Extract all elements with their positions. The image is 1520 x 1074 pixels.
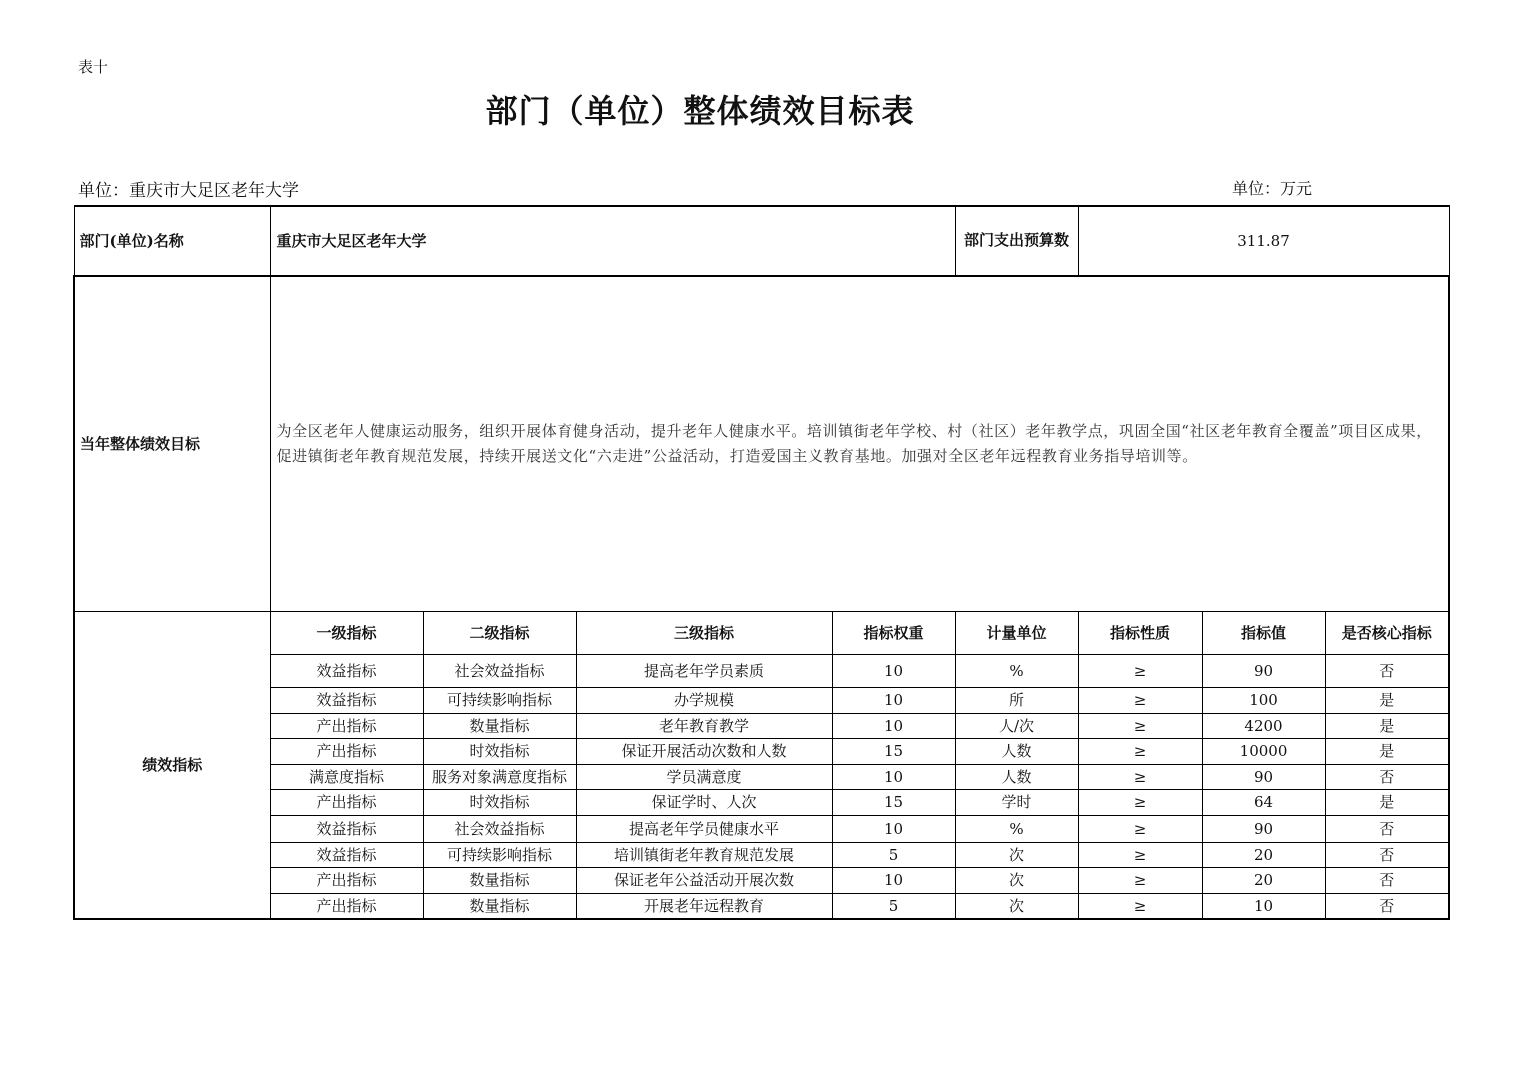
- cell-value: 10: [1202, 893, 1325, 919]
- cell-level1: 产出指标: [270, 738, 423, 764]
- cell-value: 64: [1202, 789, 1325, 815]
- header-core: 是否核心指标: [1325, 611, 1449, 654]
- cell-level1: 效益指标: [270, 815, 423, 842]
- cell-weight: 10: [832, 867, 955, 893]
- cell-value: 100: [1202, 687, 1325, 713]
- cell-nature: ≥: [1078, 654, 1202, 687]
- cell-level1: 产出指标: [270, 713, 423, 738]
- unit-label: 单位：重庆市大足区老年大学: [78, 181, 299, 201]
- annual-goal-label: 当年整体绩效目标: [74, 276, 270, 611]
- cell-level3: 提高老年学员健康水平: [576, 815, 832, 842]
- cell-unit: 次: [955, 867, 1078, 893]
- cell-level2: 可持续影响指标: [423, 842, 576, 867]
- cell-weight: 10: [832, 713, 955, 738]
- cell-nature: ≥: [1078, 764, 1202, 789]
- cell-nature: ≥: [1078, 842, 1202, 867]
- cell-unit: %: [955, 815, 1078, 842]
- cell-level1: 产出指标: [270, 893, 423, 919]
- cell-level1: 效益指标: [270, 687, 423, 713]
- table-row: [74, 789, 1449, 815]
- cell-nature: ≥: [1078, 815, 1202, 842]
- cell-weight: 5: [832, 842, 955, 867]
- cell-unit: 所: [955, 687, 1078, 713]
- dept-name-label: 部门(单位)名称: [74, 206, 270, 276]
- cell-weight: 5: [832, 893, 955, 919]
- cell-nature: ≥: [1078, 738, 1202, 764]
- table-row: [74, 764, 1449, 789]
- cell-unit: 次: [955, 893, 1078, 919]
- cell-level2: 时效指标: [423, 789, 576, 815]
- cell-core: 否: [1325, 893, 1449, 919]
- cell-core: 是: [1325, 713, 1449, 738]
- cell-unit: 次: [955, 842, 1078, 867]
- performance-indicators-label: 绩效指标: [74, 611, 270, 919]
- cell-level3: 培训镇街老年教育规范发展: [576, 842, 832, 867]
- table-row: [74, 713, 1449, 738]
- header-value: 指标值: [1202, 611, 1325, 654]
- cell-nature: ≥: [1078, 713, 1202, 738]
- cell-unit: 人数: [955, 764, 1078, 789]
- cell-core: 否: [1325, 867, 1449, 893]
- cell-core: 否: [1325, 764, 1449, 789]
- cell-level1: 产出指标: [270, 867, 423, 893]
- cell-weight: 10: [832, 764, 955, 789]
- table-number: 表十: [78, 58, 109, 76]
- cell-unit: 学时: [955, 789, 1078, 815]
- cell-core: 是: [1325, 789, 1449, 815]
- cell-core: 是: [1325, 687, 1449, 713]
- cell-level2: 数量指标: [423, 867, 576, 893]
- performance-goal-table: [73, 205, 1450, 920]
- cell-level2: 时效指标: [423, 738, 576, 764]
- cell-value: 4200: [1202, 713, 1325, 738]
- cell-unit: %: [955, 654, 1078, 687]
- header-unit: 计量单位: [955, 611, 1078, 654]
- cell-unit: 人数: [955, 738, 1078, 764]
- cell-value: 90: [1202, 654, 1325, 687]
- cell-level3: 学员满意度: [576, 764, 832, 789]
- header-level3: 三级指标: [576, 611, 832, 654]
- header-weight: 指标权重: [832, 611, 955, 654]
- header-nature: 指标性质: [1078, 611, 1202, 654]
- header-level1: 一级指标: [270, 611, 423, 654]
- cell-unit: 人/次: [955, 713, 1078, 738]
- cell-level3: 老年教育教学: [576, 713, 832, 738]
- page-title: 部门（单位）整体绩效目标表: [485, 92, 915, 130]
- cell-nature: ≥: [1078, 687, 1202, 713]
- cell-core: 否: [1325, 654, 1449, 687]
- cell-core: 否: [1325, 842, 1449, 867]
- cell-level2: 可持续影响指标: [423, 687, 576, 713]
- cell-weight: 15: [832, 738, 955, 764]
- cell-level2: 数量指标: [423, 713, 576, 738]
- currency-unit-label: 单位：万元: [1232, 179, 1313, 198]
- cell-level3: 提高老年学员素质: [576, 654, 832, 687]
- header-level2: 二级指标: [423, 611, 576, 654]
- cell-level3: 保证老年公益活动开展次数: [576, 867, 832, 893]
- cell-weight: 15: [832, 789, 955, 815]
- cell-value: 20: [1202, 867, 1325, 893]
- cell-level1: 效益指标: [270, 654, 423, 687]
- cell-weight: 10: [832, 815, 955, 842]
- cell-core: 是: [1325, 738, 1449, 764]
- dept-name-value: 重庆市大足区老年大学: [270, 206, 955, 276]
- cell-value: 20: [1202, 842, 1325, 867]
- cell-level3: 办学规模: [576, 687, 832, 713]
- cell-weight: 10: [832, 654, 955, 687]
- cell-value: 10000: [1202, 738, 1325, 764]
- cell-level2: 数量指标: [423, 893, 576, 919]
- cell-level1: 满意度指标: [270, 764, 423, 789]
- cell-level2: 服务对象满意度指标: [423, 764, 576, 789]
- cell-nature: ≥: [1078, 867, 1202, 893]
- annual-goal-text: 为全区老年人健康运动服务，组织开展体育健身活动，提升老年人健康水平。培训镇街老年学校、村（社区）老年教学点，巩固全国“社区老年教育全覆盖”项目区成果，促进镇街老年教育规范发展，持续开展送文化“六走进”公益活动，打造爱国主义教育基地。加强对全区老年远程教育业务指导培训等。: [270, 276, 1449, 611]
- table-row: [74, 842, 1449, 867]
- cell-level1: 产出指标: [270, 789, 423, 815]
- cell-level3: 保证学时、人次: [576, 789, 832, 815]
- cell-level2: 社会效益指标: [423, 815, 576, 842]
- cell-weight: 10: [832, 687, 955, 713]
- cell-nature: ≥: [1078, 789, 1202, 815]
- table-row: [74, 654, 1449, 687]
- table-row: [74, 893, 1449, 919]
- cell-core: 否: [1325, 815, 1449, 842]
- cell-level2: 社会效益指标: [423, 654, 576, 687]
- cell-value: 90: [1202, 815, 1325, 842]
- table-row: [74, 687, 1449, 713]
- cell-value: 90: [1202, 764, 1325, 789]
- budget-value: 311.87: [1078, 206, 1449, 276]
- cell-level3: 开展老年远程教育: [576, 893, 832, 919]
- cell-level3: 保证开展活动次数和人数: [576, 738, 832, 764]
- budget-label: 部门支出预算数: [955, 206, 1078, 276]
- table-row: [74, 867, 1449, 893]
- table-row: [74, 815, 1449, 842]
- table-row: [74, 738, 1449, 764]
- cell-level1: 效益指标: [270, 842, 423, 867]
- cell-nature: ≥: [1078, 893, 1202, 919]
